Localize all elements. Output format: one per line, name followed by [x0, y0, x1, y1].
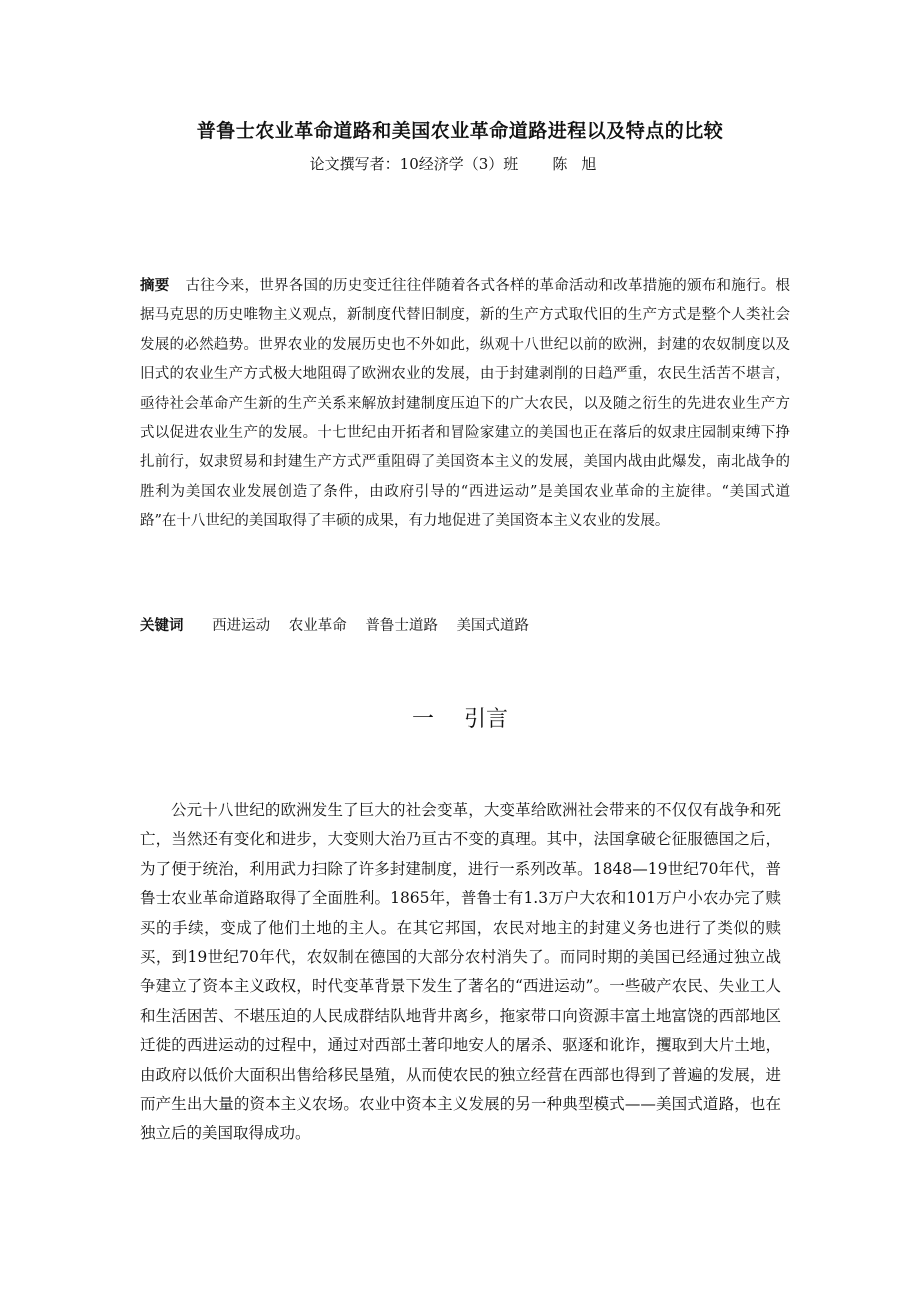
keywords-label: 关键词	[140, 618, 184, 634]
keyword: 美国式道路	[456, 618, 529, 634]
paper-title: 普鲁士农业革命道路和美国农业革命道路进程以及特点的比较	[196, 120, 724, 142]
keywords	[140, 614, 790, 638]
author-byline	[0, 153, 920, 174]
abstract	[140, 272, 790, 537]
keyword: 西进运动	[212, 618, 271, 634]
abstract-label: 摘要	[140, 278, 170, 294]
body-paragraph: 公元十八世纪的欧洲发生了巨大的社会变革，大变革给欧洲社会带来的不仅仅有战争和死亡，当然还有变化和进步，大变则大治乃亘古不变的真理。其中，法国拿破仑征服德国之后，为了便于统治，利用武力扫除了许多封建制度，进行一系列改革。1848—19世纪70年代，普鲁士农业革命道路取得了全面胜利。1865年，普鲁士有1.3万户大农和101万户小农办完了赎买的手续，变成了他们土地的主人。在其它邦国，农民对地主的封建义务也进行了类似的赎买，到19世纪70年代，农奴制在德国的大部分农村消失了。而同时期的美国已经通过独立战争建立了资本主义政权，时代变革背景下发生了著名的“西进运动”。一些破产农民、失业工人和生活困苦、不堪压迫的人民成群结队地背井离乡，拖家带口向资源丰富土地富饶的西部地区迁徙的西进运动的过程中，通过对西部土著印地安人的屠杀、驱逐和讹诈，攫取到大片土地，由政府以低价大面积出售给移民垦殖，从而使农民的独立经营在西部也得到了普遍的发展，进而产生出大量的资本主义农场。农业中资本主义发展的另一种典型模式——美国式道路，也在独立后的美国取得成功。	[140, 801, 781, 1143]
section-number: 一	[411, 707, 434, 732]
abstract-text: 古往今来，世界各国的历史变迁往往伴随着各式各样的革命活动和改革措施的颁布和施行。根据马克思的历史唯物主义观点，新制度代替旧制度，新的生产方式取代旧的生产方式是整个人类社会发展的必然趋势。世界农业的发展历史也不外如此，纵观十八世纪以前的欧洲，封建的农奴制度以及旧式的农业生产方式极大地阻碍了欧洲农业的发展，由于封建剥削的日趋严重，农民生活苦不堪言，亟待社会革命产生新的生产关系来解放封建制度压迫下的广大农民，以及随之衍生的先进农业生产方式以促进农业生产的发展。十七世纪由开拓者和冒险家建立的美国也正在落后的奴隶庄园制束缚下挣扎前行，奴隶贸易和封建生产方式严重阻碍了美国资本主义的发展，美国内战由此爆发，南北战争的胜利为美国农业发展创造了条件，由政府引导的“西进运动”是美国农业革命的主旋律。“美国式道路”在十八世纪的美国取得了丰硕的成果，有力地促进了美国资本主义农业的发展。	[140, 278, 790, 530]
section-heading	[0, 702, 920, 733]
section-title: 引言	[464, 707, 509, 732]
keyword: 普鲁士道路	[365, 618, 438, 634]
author-name: 陈旭	[552, 155, 611, 173]
keyword: 农业革命	[288, 618, 347, 634]
author-label: 论文撰写者：10经济学（3）班	[309, 155, 519, 173]
